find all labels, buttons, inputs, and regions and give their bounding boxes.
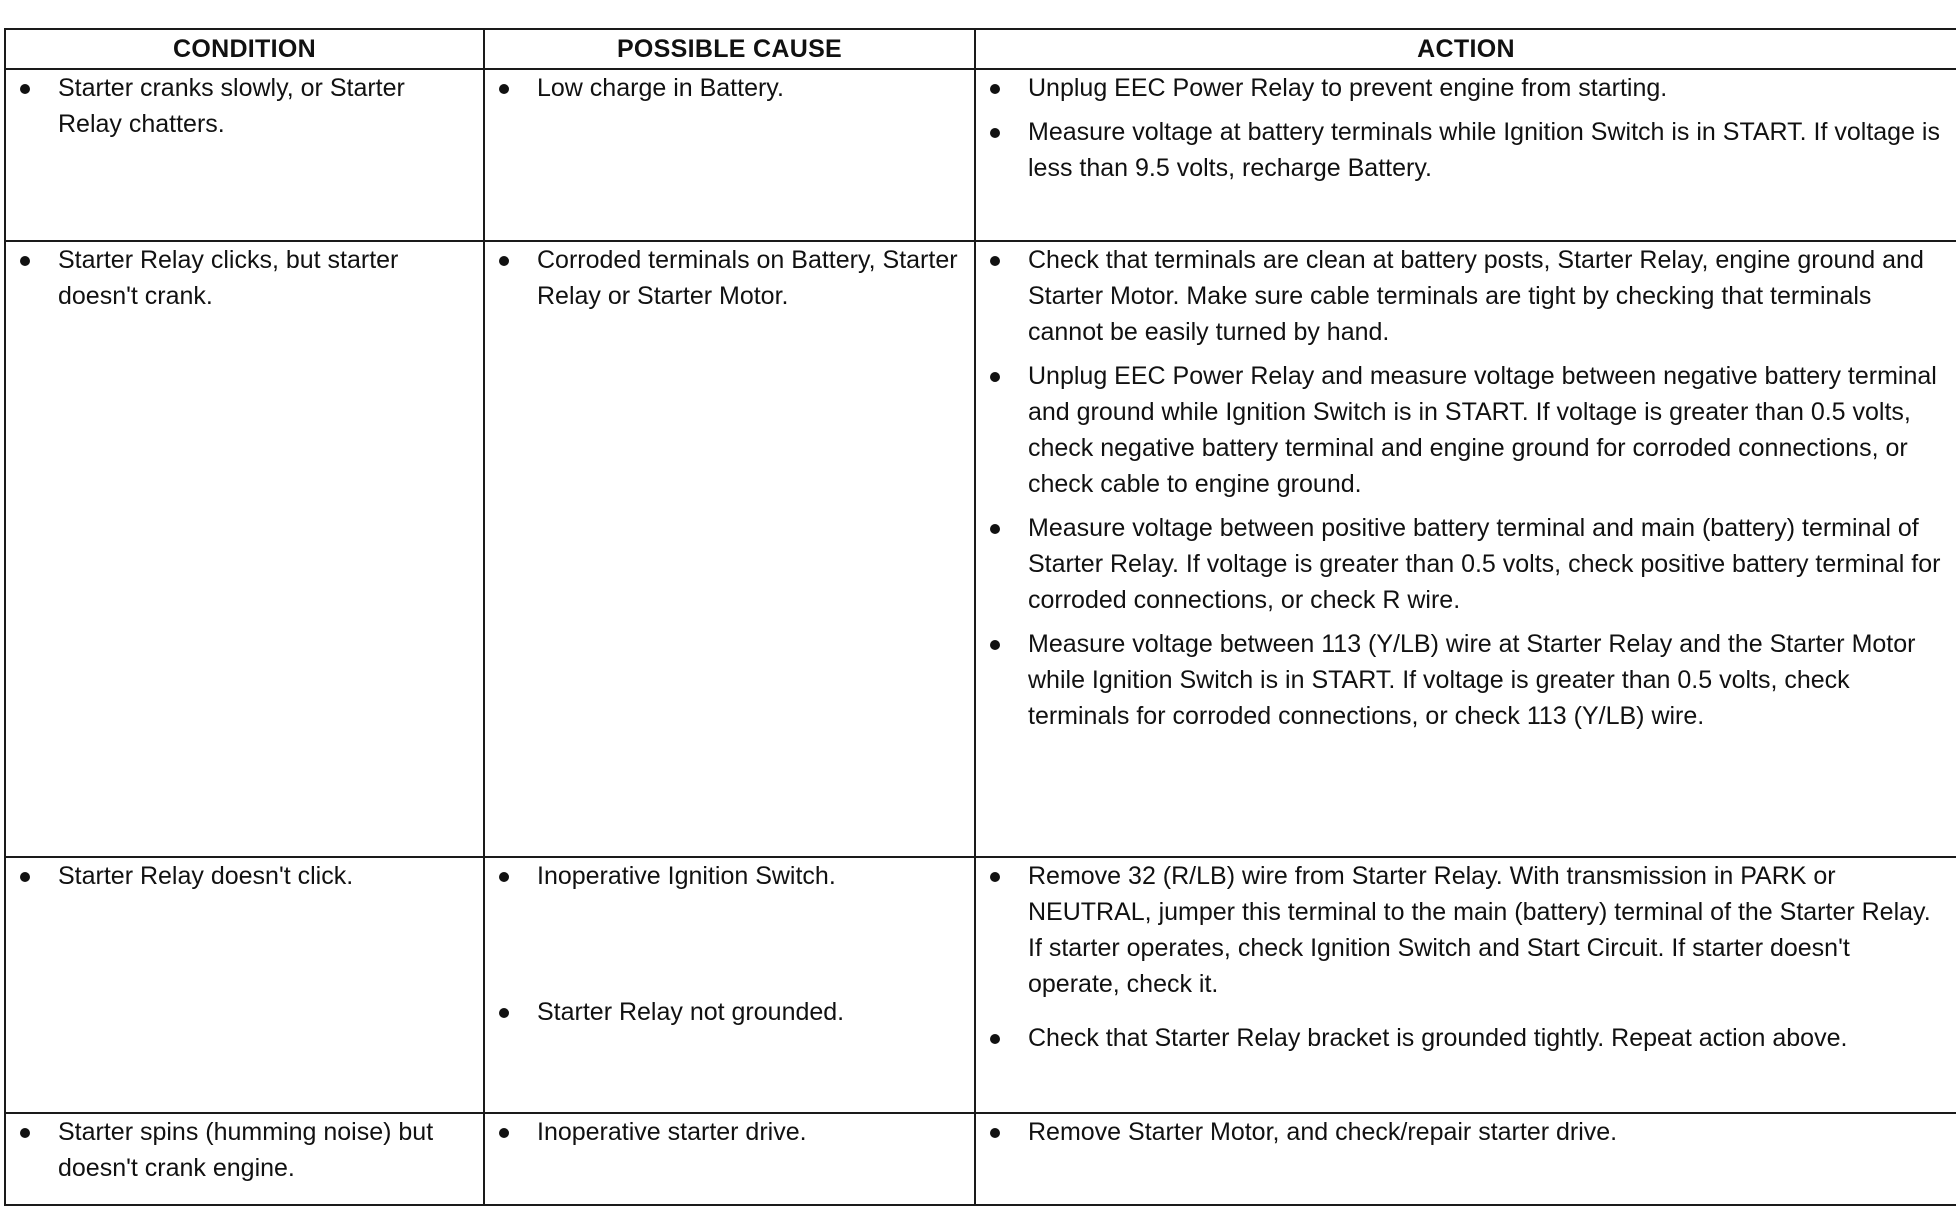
bullet-icon xyxy=(990,640,1000,650)
cause-cell xyxy=(484,69,975,241)
header-action: ACTION xyxy=(975,29,1956,69)
bullet-icon xyxy=(990,1128,1000,1138)
action-cell xyxy=(975,241,1956,857)
bullet-icon xyxy=(990,372,1000,382)
bullet-icon xyxy=(20,872,30,882)
action-item: Remove 32 (R/LB) wire from Starter Relay. With transmission in PARK or NEUTRAL, jumper this terminal to the main (battery) terminal of the Starter Relay. If starter operates, check Ignition Switch and Start Circuit. If starter doesn't operate, check it. xyxy=(976,858,1956,1002)
action-item: Measure voltage at battery terminals while Ignition Switch is in START. If voltage is less than 9.5 volts, recharge Battery. xyxy=(976,114,1956,186)
bullet-icon xyxy=(990,524,1000,534)
action-cell xyxy=(975,1113,1956,1205)
action-item: Measure voltage between 113 (Y/LB) wire at Starter Relay and the Starter Motor while Ignition Switch is in START. If voltage is greater than 0.5 volts, check terminals for corroded connections, or check 113 (Y/LB) wire. xyxy=(976,626,1956,734)
table-row xyxy=(5,241,1956,857)
condition-cell xyxy=(5,1113,484,1205)
cause-item: Inoperative Ignition Switch. xyxy=(485,858,974,894)
condition-item: Starter Relay doesn't click. xyxy=(6,858,483,894)
condition-item: Starter spins (humming noise) but doesn't crank engine. xyxy=(6,1114,483,1186)
cause-item: Starter Relay not grounded. xyxy=(485,994,974,1030)
bullet-icon xyxy=(499,1128,509,1138)
condition-cell xyxy=(5,241,484,857)
header-row xyxy=(5,29,1956,69)
action-item: Check that terminals are clean at battery posts, Starter Relay, engine ground and Starter Motor. Make sure cable terminals are tight by checking that terminals cannot be easily turned by hand. xyxy=(976,242,1956,350)
bullet-icon xyxy=(990,1034,1000,1044)
action-cell xyxy=(975,69,1956,241)
cause-item: Inoperative starter drive. xyxy=(485,1114,974,1150)
bullet-icon xyxy=(499,84,509,94)
bullet-icon xyxy=(499,1008,509,1018)
condition-cell xyxy=(5,69,484,241)
action-item: Unplug EEC Power Relay and measure voltage between negative battery terminal and ground while Ignition Switch is in START. If voltage is greater than 0.5 volts, check negative battery terminal and engine ground for corroded connections, or check cable to engine ground. xyxy=(976,358,1956,502)
cause-cell xyxy=(484,857,975,1113)
table-row xyxy=(5,1113,1956,1205)
bullet-icon xyxy=(499,872,509,882)
cause-cell xyxy=(484,1113,975,1205)
action-item: Unplug EEC Power Relay to prevent engine from starting. xyxy=(976,70,1956,106)
table-row xyxy=(5,69,1956,241)
bullet-icon xyxy=(990,872,1000,882)
condition-item: Starter cranks slowly, or Starter Relay chatters. xyxy=(6,70,483,142)
bullet-icon xyxy=(20,1128,30,1138)
action-item: Check that Starter Relay bracket is grounded tightly. Repeat action above. xyxy=(976,1020,1956,1056)
troubleshooting-table xyxy=(4,28,1956,1206)
header-condition: CONDITION xyxy=(5,29,484,69)
action-cell xyxy=(975,857,1956,1113)
condition-item: Starter Relay clicks, but starter doesn't crank. xyxy=(6,242,483,314)
bullet-icon xyxy=(20,256,30,266)
bullet-icon xyxy=(20,84,30,94)
bullet-icon xyxy=(990,84,1000,94)
condition-cell xyxy=(5,857,484,1113)
cause-item: Corroded terminals on Battery, Starter Relay or Starter Motor. xyxy=(485,242,974,314)
bullet-icon xyxy=(499,256,509,266)
action-item: Remove Starter Motor, and check/repair starter drive. xyxy=(976,1114,1956,1150)
cause-item: Low charge in Battery. xyxy=(485,70,974,106)
header-possible-cause: POSSIBLE CAUSE xyxy=(484,29,975,69)
cause-cell xyxy=(484,241,975,857)
action-item: Measure voltage between positive battery terminal and main (battery) terminal of Starter Relay. If voltage is greater than 0.5 volts, check positive battery terminal for corroded connections, or check R wire. xyxy=(976,510,1956,618)
bullet-icon xyxy=(990,128,1000,138)
bullet-icon xyxy=(990,256,1000,266)
table-row xyxy=(5,857,1956,1113)
